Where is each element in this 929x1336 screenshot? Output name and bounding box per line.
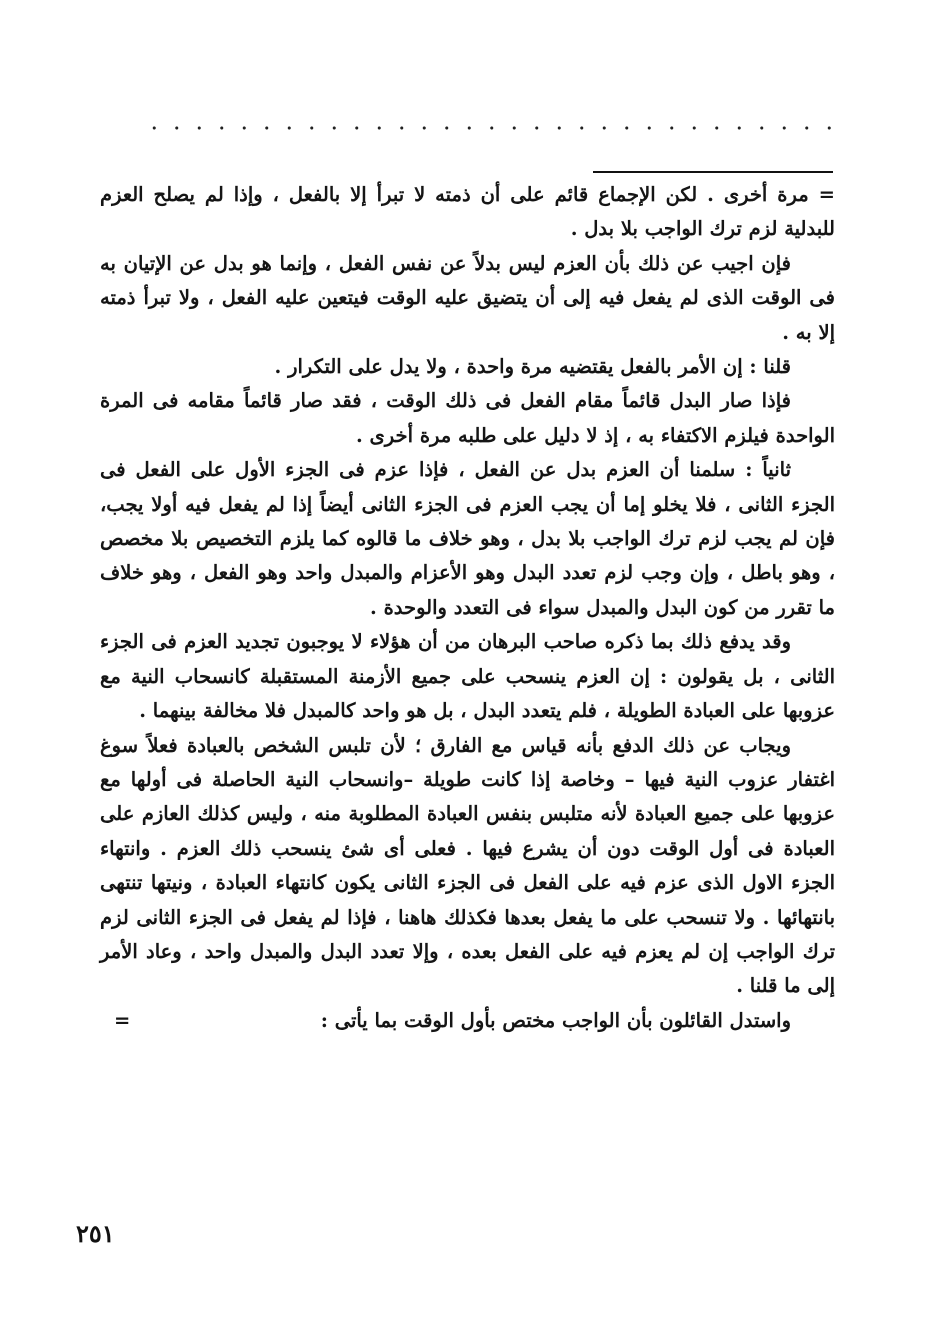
footnote-rule: [593, 171, 833, 173]
last-line-text: واستدل القائلون بأن الواجب مختص بأول الوقت بما يأتى :: [320, 1008, 791, 1032]
paragraph-3: قلنا : إن الأمر بالفعل يقتضيه مرة واحدة ، ولا يدل على التكرار .: [274, 355, 791, 379]
paragraph-1: = مرة أخرى . لكن الإجماع قائم على أن ذمته لا تبرأ إلا بالفعل ، وإذا لم يصلح العزم للبدلية لزم ترك الواجب بلا بدل .: [100, 183, 835, 241]
paragraph-8: [100, 1004, 835, 1038]
paragraph-5: ثانياً : سلمنا أن العزم بدل عن الفعل ، فإذا عزم فى الجزء الأول على الفعل فى الجزء الثانى ، فلا يخلو إما أن يجب العزم فى الجزء الثانى أيضاً إذا لم يفعل فيه أولا يجب، فإن لم يجب لزم ترك الواجب بلا بدل ، وهو خلاف ما قالوه كما يلزم التخصيص بلا مخصص ، وهو باطل ، وإن وجب لزم تعدد البدل وهو الأعزام والمبدل واحد وهو الفعل ، وهو خلاف ما تقرر من كون البدل والمبدل سواء فى التعدد والوحدة .: [100, 458, 835, 619]
paragraph-2: فإن اجيب عن ذلك بأن العزم ليس بدلاً عن نفس الفعل ، وإنما هو بدل عن الإتيان به فى الوقت الذى لم يفعل فيه إلى أن يتضيق عليه الوقت فيتعين عليه الفعل ، ولا تبرأ ذمته إلا به .: [100, 251, 835, 344]
dotted-separator: [143, 126, 833, 130]
continuation-mark: =: [114, 1008, 131, 1032]
page-number: ٢٥١: [76, 1219, 115, 1248]
paragraph-4: فإذا صار البدل قائماً مقام الفعل فى ذلك الوقت ، فقد صار قائماً مقامه فى المرة الواحدة فيلزم الاكتفاء به ، إذ لا دليل على طلبه مرة أخرى .: [100, 389, 835, 447]
body-text: [100, 178, 835, 1038]
paragraph-6: وقد يدفع ذلك بما ذكره صاحب البرهان من أن هؤلاء لا يوجبون تجديد العزم فى الجزء الثانى ، بل يقولون : إن العزم ينسحب على جميع الأزمنة المستقبلة كانسحاب النية مع عزوبها على العبادة الطويلة ، فلم يتعدد البدل ، بل هو واحد كالمبدل فلا مخالفة بينهما .: [100, 630, 835, 723]
paragraph-7: ويجاب عن ذلك الدفع بأنه قياس مع الفارق ؛ لأن تلبس الشخص بالعبادة فعلاً سوغ اغتفار عزوب النية فيها – وخاصة إذا كانت طويلة –وانسحاب النية الحاصلة فى أولها مع عزوبها على جميع العبادة لأنه متلبس بنفس العبادة المطلوبة منه ، وليس كذلك العازم على العبادة فى أول الوقت دون أن يشرع فيها . فعلى أى شئ ينسحب ذلك العزم . وانتهاء الجزء الاول الذى عزم فيه على الفعل فى الجزء الثانى يكون كانتهاء العبادة ، ونيتها تنتهى بانتهائها . ولا تنسحب على ما يفعل بعدها فكذلك هاهنا ، فإذا لم يفعل فى الجزء الثانى لزم ترك الواجب إن لم يعزم فيه على الفعل بعده ، وإلا تعدد البدل والمبدل واحد ، وعاد الأمر إلى ما قلنا .: [100, 733, 835, 998]
